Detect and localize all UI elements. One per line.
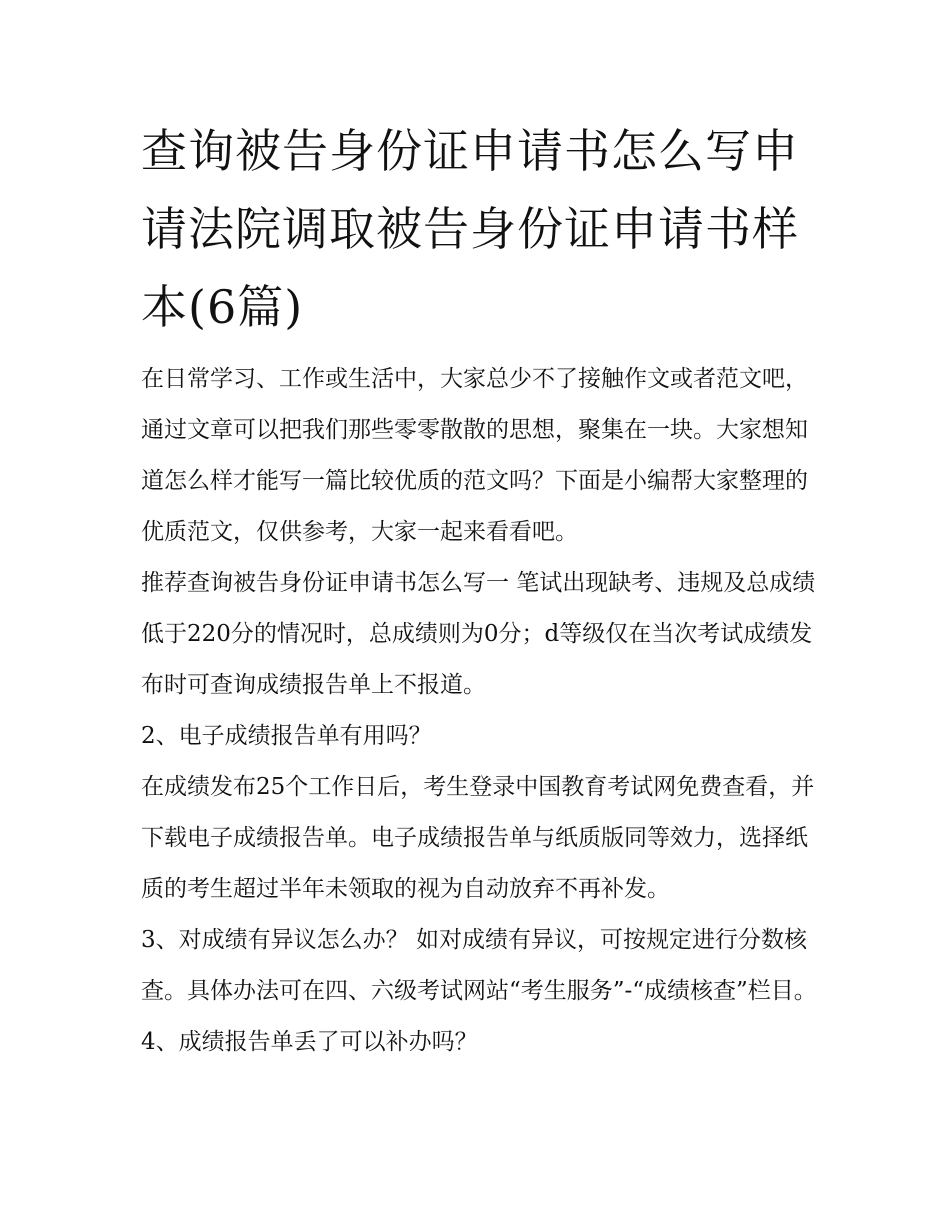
intro-paragraph: 在日常学习、工作或生活中，大家总少不了接触作文或者范文吧，通过文章可以把我们那些零零散散的思想，聚集在一块。大家想知道怎么样才能写一篇比较优质的范文吗？下面是小编帮大家整理的优质范文，仅供参考，大家一起来看看吧。 <box>141 366 808 545</box>
recommendation-paragraph: 推荐查询被告身份证申请书怎么写一 笔试出现缺考、违规及总成绩低于220分的情况时，总成绩则为0分；d等级仅在当次考试成绩发布时可查询成绩报告单上不报道。 <box>141 570 816 698</box>
document-body <box>141 354 821 1068</box>
document-page <box>141 112 821 1068</box>
document-title: 查询被告身份证申请书怎么写申请法院调取被告身份证申请书样本(6篇) <box>141 124 799 334</box>
question-3-4-paragraph: 3、对成绩有异议怎么办？ 如对成绩有异议，可按规定进行分数核查。具体办法可在四、六级考试网站“考生服务”-“成绩核查”栏目。 4、成绩报告单丢了可以补办吗？ <box>141 927 817 1055</box>
answer-2-paragraph: 在成绩发布25个工作日后，考生登录中国教育考试网免费查看，并下载电子成绩报告单。电子成绩报告单与纸质版同等效力，选择纸质的考生超过半年未领取的视为自动放弃不再补发。 <box>141 774 815 902</box>
question-2-heading: 2、电子成绩报告单有用吗？ <box>141 723 432 749</box>
